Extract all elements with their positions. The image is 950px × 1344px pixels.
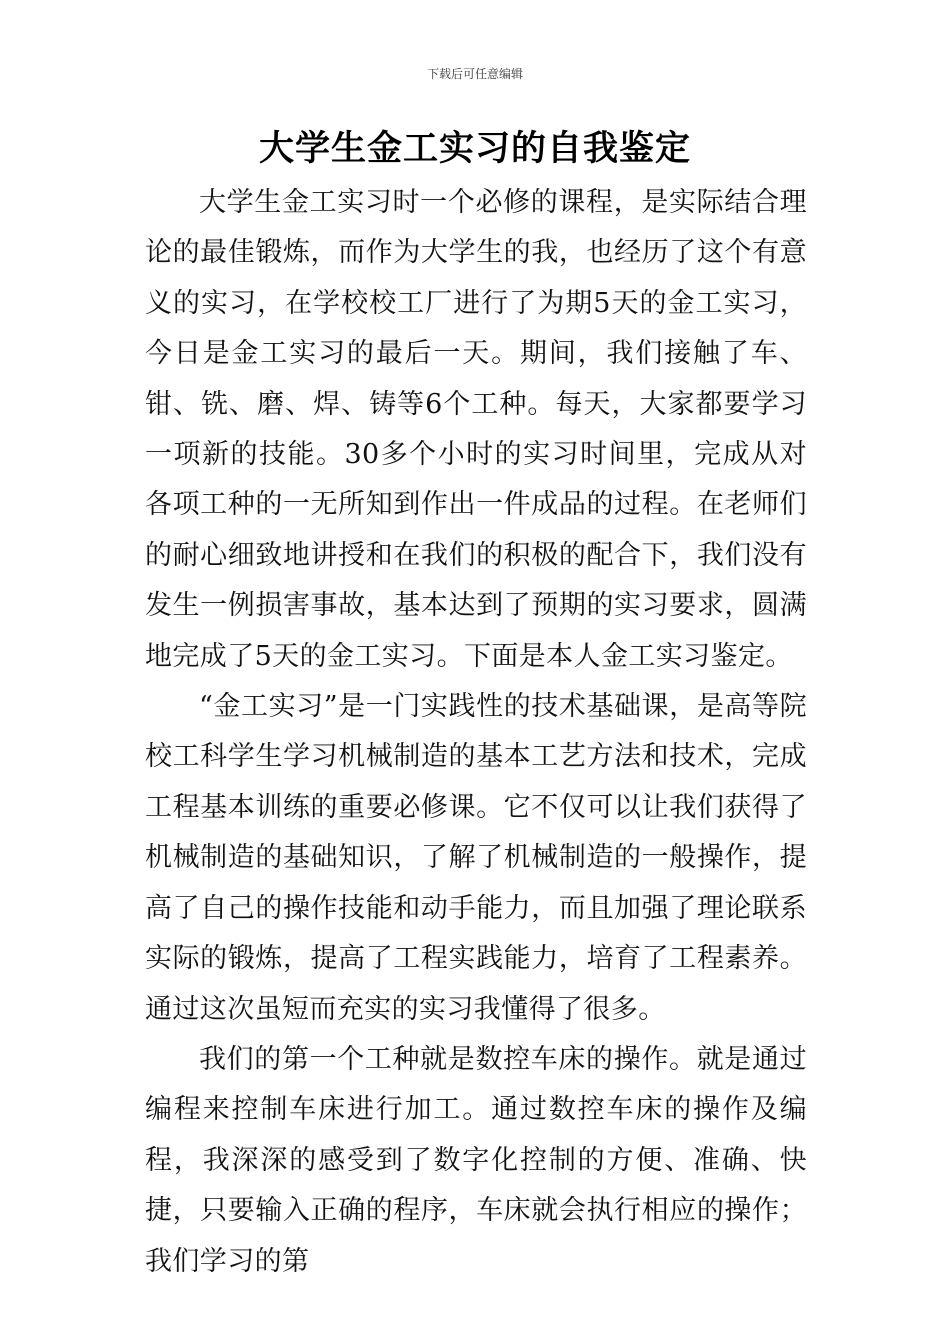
document-body <box>145 178 807 1287</box>
header-note: 下载后可任意编辑 <box>426 67 523 81</box>
paragraph-3: 我们的第一个工种就是数控车床的操作。就是通过编程来控制车床进行加工。通过数控车床的操作及编程，我深深的感受到了数字化控制的方便、准确、快捷，只要输入正确的程序，车床就会执行相应的操作；我们学习的第 <box>145 1043 807 1277</box>
document-title: 大学生金工实习的自我鉴定 <box>258 129 691 169</box>
paragraph-2: “金工实习”是一门实践性的技术基础课，是高等院校工科学生学习机械制造的基本工艺方法和技术，完成工程基本训练的重要必修课。它不仅可以让我们获得了机械制造的基础知识，了解了机械制造的一般操作，提高了自己的操作技能和动手能力，而且加强了理论联系实际的锻炼，提高了工程实践能力，培育了工程素养。通过这次虽短而充实的实习我懂得了很多。 <box>145 691 807 1025</box>
paragraph-1: 大学生金工实习时一个必修的课程，是实际结合理论的最佳锻炼，而作为大学生的我，也经历了这个有意义的实习，在学校校工厂进行了为期5天的金工实习，今日是金工实习的最后一天。期间，我们接触了车、钳、铣、磨、焊、铸等6个工种。每天，大家都要学习一项新的技能。30多个小时的实习时间里，完成从对各项工种的一无所知到作出一件成品的过程。在老师们的耐心细致地讲授和在我们的积极的配合下，我们没有发生一例损害事故，基本达到了预期的实习要求，圆满地完成了5天的金工实习。下面是本人金工实习鉴定。 <box>145 187 807 672</box>
